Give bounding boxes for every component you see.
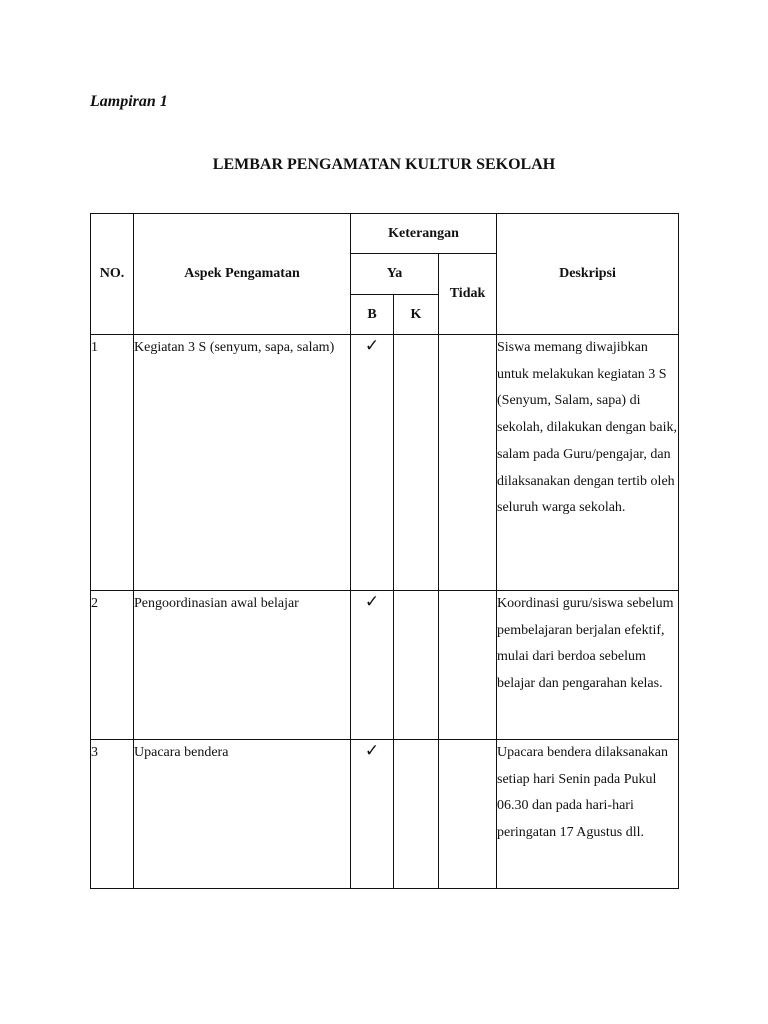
header-no: NO.: [91, 214, 134, 335]
aspect-cell: Kegiatan 3 S (senyum, sapa, salam): [134, 335, 351, 591]
table-row: [91, 591, 679, 740]
appendix-label: Lampiran 1: [90, 93, 168, 110]
description-cell: Upacara bendera dilaksanakan setiap hari Senin pada Pukul 06.30 dan pada hari-hari peringatan 17 Agustus dll.: [497, 740, 679, 889]
row-number: 1: [91, 335, 134, 591]
check-tidak-cell: [439, 335, 497, 591]
table-row: [91, 740, 679, 889]
table-row: [91, 335, 679, 591]
row-number: 3: [91, 740, 134, 889]
header-k: K: [394, 295, 439, 335]
document-title: LEMBAR PENGAMATAN KULTUR SEKOLAH: [212, 156, 556, 173]
header-keterangan: Keterangan: [351, 214, 497, 254]
check-k-cell: [394, 740, 439, 889]
observation-table: [90, 213, 679, 889]
description-cell: Siswa memang diwajibkan untuk melakukan kegiatan 3 S (Senyum, Salam, sapa) di sekolah, dilakukan dengan baik, salam pada Guru/pengajar, dan dilaksanakan dengan tertib oleh seluruh warga sekolah.: [497, 335, 679, 591]
header-b: B: [351, 295, 394, 335]
header-tidak: Tidak: [439, 254, 497, 335]
aspect-cell: Upacara bendera: [134, 740, 351, 889]
table-header-row: [91, 214, 679, 254]
aspect-cell: Pengoordinasian awal belajar: [134, 591, 351, 740]
check-tidak-cell: [439, 740, 497, 889]
header-ya: Ya: [351, 254, 439, 295]
check-k-cell: [394, 335, 439, 591]
check-b-icon: ✓: [351, 335, 394, 591]
check-b-icon: ✓: [351, 740, 394, 889]
check-k-cell: [394, 591, 439, 740]
check-tidak-cell: [439, 591, 497, 740]
row-number: 2: [91, 591, 134, 740]
header-aspek-pengamatan: Aspek Pengamatan: [134, 214, 351, 335]
header-deskripsi: Deskripsi: [497, 214, 679, 335]
description-cell: Koordinasi guru/siswa sebelum pembelajaran berjalan efektif, mulai dari berdoa sebelum belajar dan pengarahan kelas.: [497, 591, 679, 740]
check-b-icon: ✓: [351, 591, 394, 740]
